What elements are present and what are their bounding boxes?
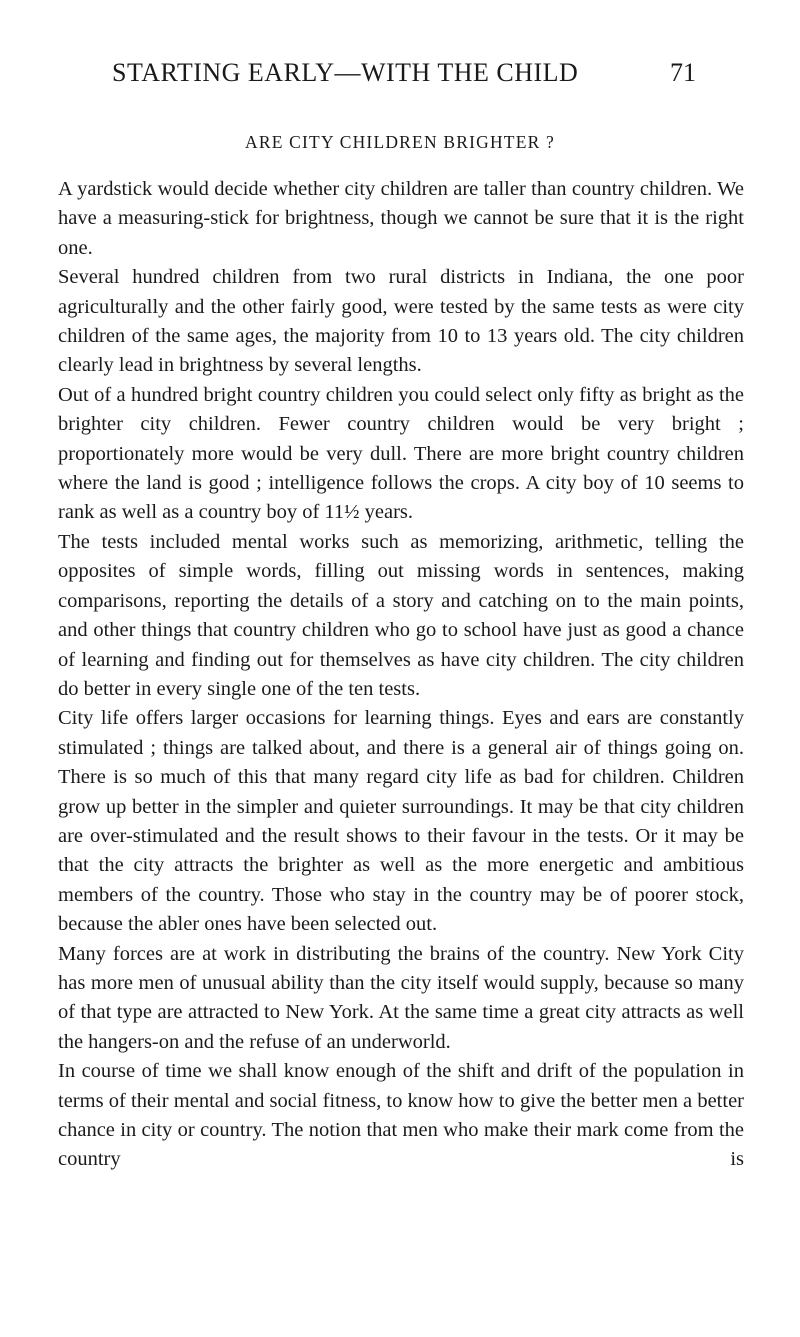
paragraph: Several hundred children from two rural districts in Indiana, the one poor agriculturally and the other fairly good, were tested by the same tests as were city children of the same ages, the majority from 10 to 13 years old. The city children clearly lead in brightness by several lengths. <box>58 266 744 377</box>
paragraph: City life offers larger occasions for learning things. Eyes and ears are constantly stimulated ; things are talked about, and there is a general air of things going on. There is so much of this that many regard city life as bad for children. Children grow up better in the simpler and quieter surroundings. It may be that city children are over-stimulated and the result shows to their favour in the tests. Or it may be that the city attracts the brighter as well as the more energetic and ambitious members of the country. Those who stay in the country may be of poorer stock, because the abler ones have been selected out. <box>58 707 744 936</box>
paragraph: Out of a hundred bright country children you could select only fifty as bright as the brighter city children. Fewer country children would be very bright ; proportionately more would be very dull. There are more bright country children where the land is good ; intelligence follows the crops. A city boy of 10 seems to rank as well as a country boy of 11½ years. <box>58 383 744 524</box>
paragraph: Many forces are at work in distributing the brains of the country. New York City has more men of unusual ability than the city itself would supply, because so many of that type are attracted to New York. At the same time a great city attracts as well the hangers-on and the refuse of an underworld. <box>58 942 744 1053</box>
page-number: 71 <box>670 58 696 87</box>
paragraph: In course of time we shall know enough of the shift and drift of the population in terms of their mental and social fitness, to know how to give the better men a better chance in city or country. The notion that men who make their mark come from the country is <box>58 1060 744 1171</box>
running-head-title: STARTING EARLY—WITH THE CHILD <box>112 58 579 87</box>
paragraph: The tests included mental works such as memorizing, arithmetic, telling the opposites of simple words, filling out missing words in sentences, making comparisons, reporting the details of a story and catching on to the main points, and other things that country children who go to school have just as good a chance of learning and finding out for themselves as have city children. The city children do better in every single one of the ten tests. <box>58 530 744 700</box>
paragraph: A yardstick would decide whether city children are taller than country children. We have a measuring-stick for brightness, though we cannot be sure that it is the right one. <box>58 178 744 259</box>
body-text <box>58 175 744 1175</box>
section-title: ARE CITY CHILDREN BRIGHTER ? <box>244 132 555 152</box>
